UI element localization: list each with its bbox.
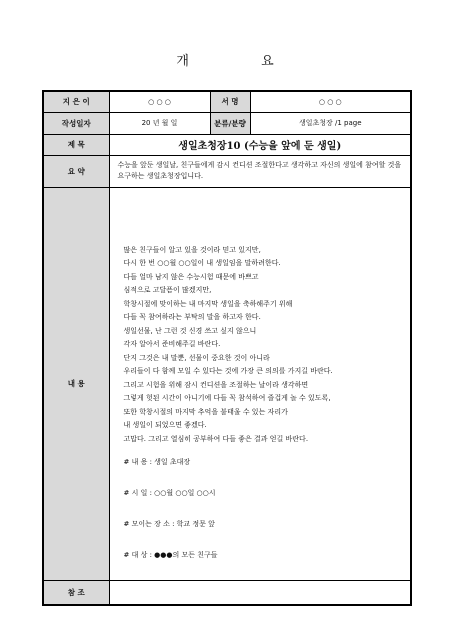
content-line: 각자 알아서 준비해주길 바란다.: [123, 340, 221, 348]
detail-line: # 대 상 : ●●●의 모든 친구들: [123, 551, 218, 559]
subject-value: 생일초청장10 (수능을 앞에 둔 생일): [109, 134, 411, 155]
invitation-details: [124, 456, 401, 562]
content-label: 내 용: [43, 187, 109, 581]
category-label: 분류/분량: [210, 112, 250, 134]
content-line: 고맙다. 그리고 열심히 공부하여 다들 좋은 결과 얻길 바란다.: [123, 434, 309, 443]
detail-line: # 내 용 : 생일 초대장: [123, 458, 191, 466]
content-line: 다시 한 번 ○○월 ○○일이 내 생일임을 말하려한다.: [123, 259, 281, 267]
summary-label: 요 약: [43, 155, 109, 187]
content-line: 또한 학창시절의 마지막 추억을 불태울 수 있는 자리가: [123, 407, 288, 416]
category-value: 생일초청장 /1 page: [250, 112, 411, 134]
content-body: [109, 187, 411, 581]
content-line: 그리고 시험을 위해 잠시 컨디션을 조절하는 날이라 생각하면: [123, 380, 309, 389]
date-value: 20 년 월 일: [109, 112, 210, 134]
overview-form: [42, 90, 412, 606]
author-label: 지 은 이: [43, 91, 109, 112]
summary-value: 수능을 앞둔 생일날, 친구들에게 감시 컨디션 조절한다고 생각하고 자신의 생일에 참여할 것을 요구하는 생일초청장입니다.: [109, 155, 411, 187]
content-line: 단지 그것은 내 말뿐, 선물이 중요한 것이 아니라: [123, 353, 270, 362]
note-value: [109, 581, 411, 605]
content-line: 그렇게 헛된 시간이 아니기에 다들 꼭 참석하여 즐겁게 놀 수 있도록,: [123, 394, 331, 402]
signature-label: 서 명: [210, 91, 250, 112]
detail-line: # 모이는 장 소 : 학교 정문 앞: [123, 520, 215, 528]
date-label: 작성일자: [43, 112, 109, 134]
content-line: 다들 꼭 참여하라는 부탁의 말을 하고자 한다.: [123, 313, 261, 321]
content-line: 우리들이 다 함께 모일 수 있다는 것에 가장 큰 의의를 가지길 바란다.: [123, 367, 333, 375]
detail-line: # 시 일 : ○○월 ○○일 ○○시: [123, 489, 216, 497]
content-line: 학창시절에 맞이하는 내 마지막 생일을 축하해주기 위해: [123, 299, 293, 308]
content-line: 다들 얼마 남지 않은 수능시험 때문에 바쁘고: [123, 272, 259, 281]
content-line: 심적으로 고달픔이 많겠지만,: [123, 286, 212, 294]
content-line: 내 생일이 되었으면 좋겠다.: [123, 421, 207, 429]
page-title: 개 요: [176, 54, 308, 69]
subject-label: 제 목: [43, 134, 109, 155]
content-line: 많은 친구들이 알고 있을 것이라 믿고 있지만,: [123, 245, 261, 254]
note-label: 참 조: [43, 581, 109, 605]
content-lines: [124, 244, 401, 447]
signature-value: ○ ○ ○: [250, 91, 411, 112]
content-line: 생일선물, 난 그런 것 신경 쓰고 싶지 않으니: [123, 326, 257, 335]
author-value: ○ ○ ○: [109, 91, 210, 112]
